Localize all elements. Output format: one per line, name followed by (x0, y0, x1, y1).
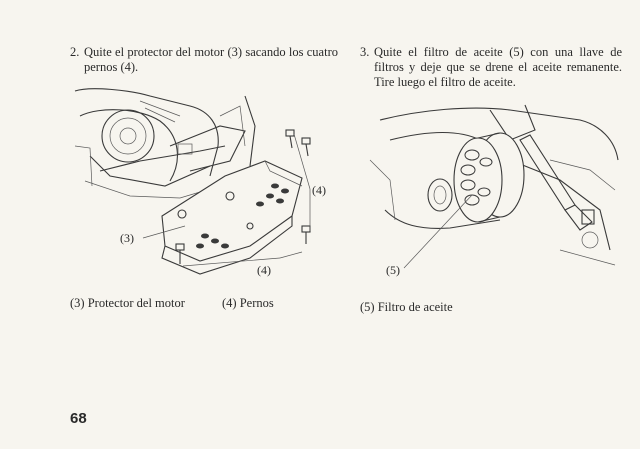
callout-bolts-upper: (4) (312, 183, 326, 197)
step-3-instruction (360, 45, 622, 90)
callout-engine-guard: (3) (120, 231, 134, 245)
caption-bolts: (4) Pernos (222, 296, 274, 310)
oil-filter-illustration (360, 100, 622, 285)
caption-oil-filter: (5) Filtro de aceite (360, 300, 453, 314)
callout-oil-filter: (5) (386, 263, 400, 277)
step-2-number: 2. (70, 45, 80, 59)
callout-bolts-lower: (4) (257, 263, 271, 277)
step-3-text: Quite el filtro de aceite (5) con una llave de filtros y deje que se drene el aceite remanente. Tire luego el filtro de aceite. (374, 45, 622, 89)
step-2-text: Quite el protector del motor (3) sacando los cuatro pernos (4). (84, 45, 338, 74)
page-number: 68 (70, 410, 87, 427)
step-2-instruction (70, 45, 338, 75)
caption-engine-guard: (3) Protector del motor (70, 296, 185, 310)
filter-wrench-drawing (520, 135, 594, 230)
callout-leader-filter (404, 195, 472, 268)
oil-filter-drawing (428, 133, 524, 222)
step-3-number: 3. (360, 45, 370, 59)
engine-guard-illustration (70, 86, 340, 286)
